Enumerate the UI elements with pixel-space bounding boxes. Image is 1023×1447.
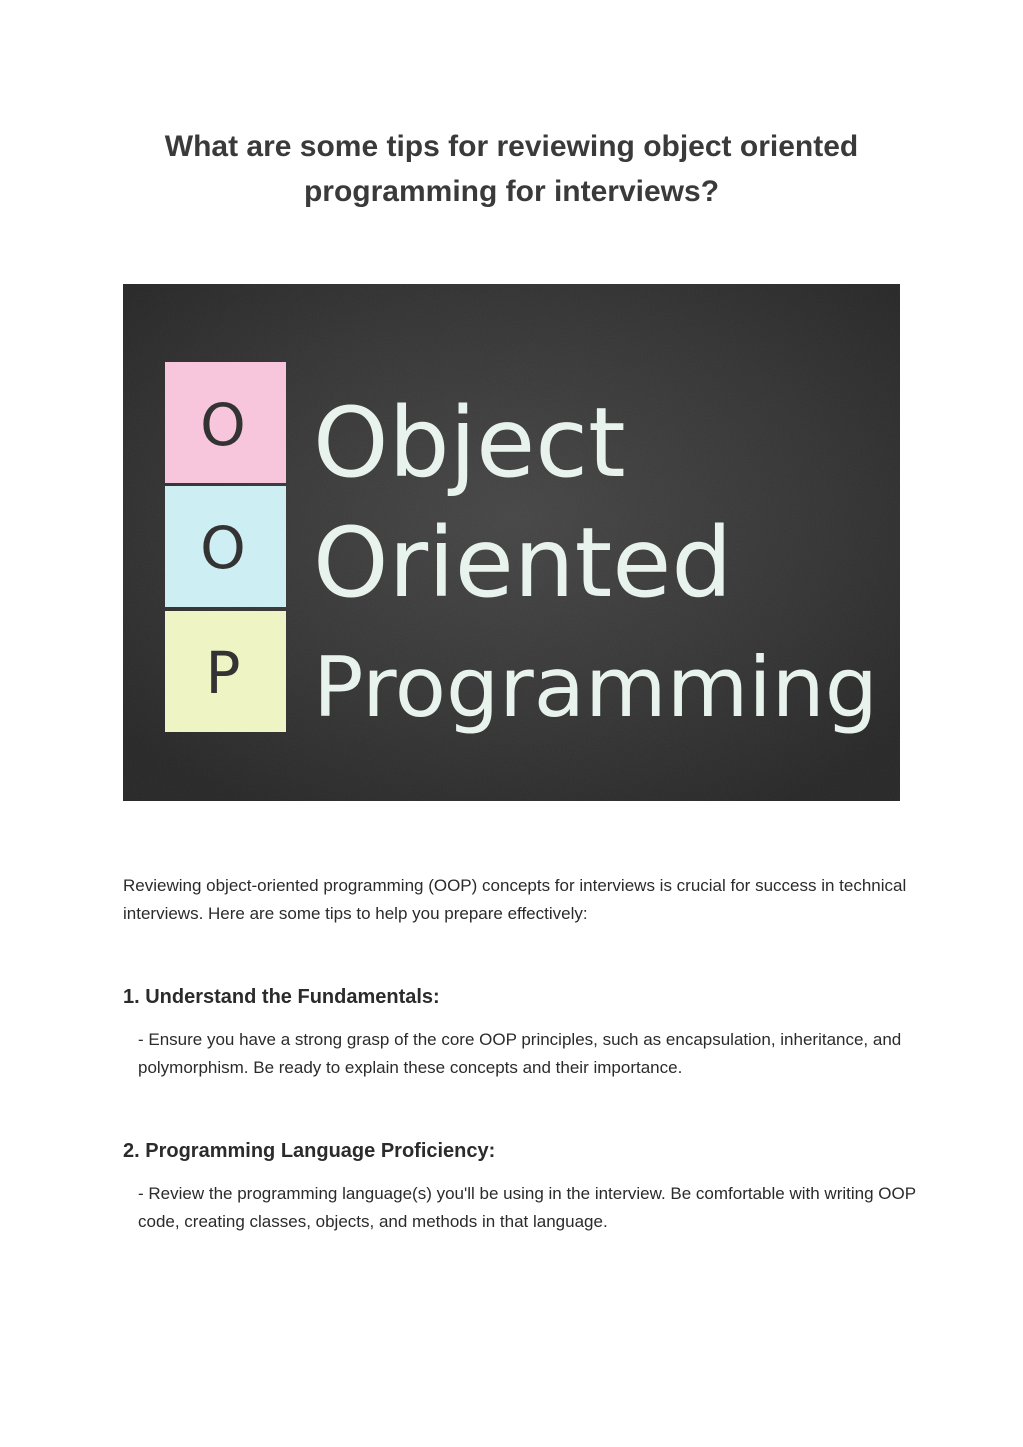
oop-chalkboard-image [123,284,900,801]
section-heading: 2. Programming Language Proficiency: [123,1140,496,1162]
note-letter: O [200,514,246,582]
chalk-word-object: Object [313,387,626,499]
section-body: - Review the programming language(s) you'll be using in the interview. Be comfortable with writing OOP code, creating classes, objects, and methods in that language. [138,1184,916,1231]
chalk-word-oriented: Oriented [313,507,733,619]
note-letter: O [200,391,246,459]
section-heading: 1. Understand the Fundamentals: [123,986,440,1008]
page-title: What are some tips for reviewing object oriented programming for interviews? [164,130,859,208]
chalkboard-illustration [123,284,900,801]
section-body: - Ensure you have a strong grasp of the core OOP principles, such as encapsulation, inheritance, and polymorphism. Be ready to explain these concepts and their importance. [138,1030,902,1077]
chalk-word-programming: Programming [313,639,878,736]
intro-paragraph: Reviewing object-oriented programming (OOP) concepts for interviews is crucial for success in technical interviews. Here are some tips to help you prepare effectively: [123,876,907,923]
note-letter: P [205,639,241,707]
